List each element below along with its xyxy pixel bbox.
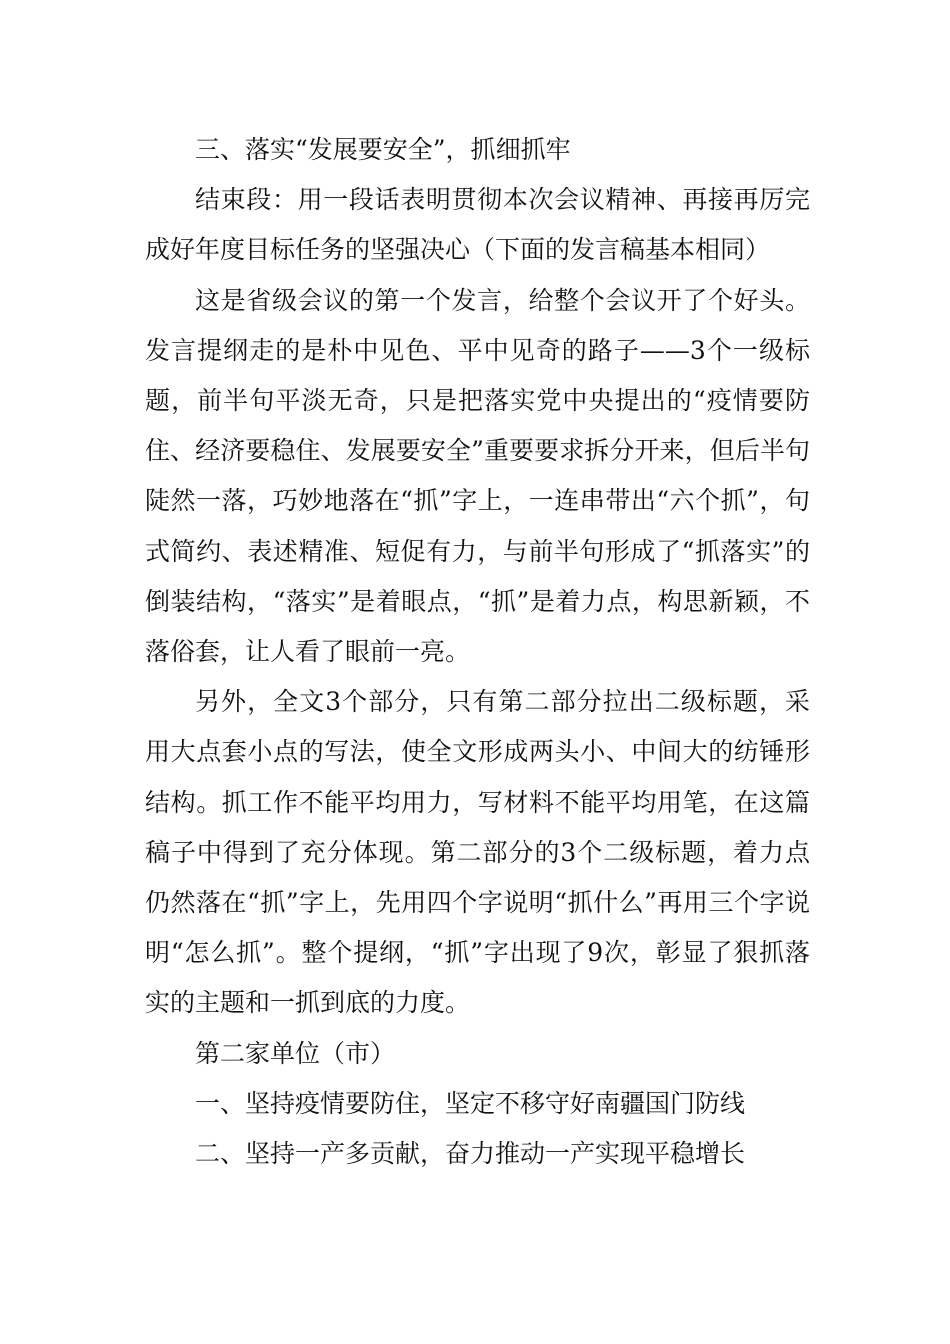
heading-item-one: 一、坚持疫情要防住，坚定不移守好南疆国门防线 [195,1088,746,1118]
commentary-paragraph-2: 另外，全文3个部分，只有第二部分拉出二级标题，采用大点套小点的写法，使全文形成两头小、中间大的纺锤形结构。抓工作不能平均用力，写材料不能平均用笔，在这篇稿子中得到了充分体现。第二部分的3个二级标题，着力点仍然落在“抓”字上，先用四个字说明“抓什么”再用三个字说明“怎么抓”。整个提纲，“抓”字出现了9次，彰显了狠抓落实的主题和一抓到底的力度。 [145,687,810,1018]
closing-paragraph-note: 结束段：用一段话表明贯彻本次会议精神、再接再厉完成好年度目标任务的坚强决心（下面的发言稿基本相同） [145,185,810,265]
heading-part-three: 三、落实“发展要安全”，抓细抓牢 [195,135,571,164]
document-body [145,125,810,1179]
section-title-second-unit: 第二家单位（市） [195,1038,396,1068]
commentary-paragraph-1: 这是省级会议的第一个发言，给整个会议开了个好头。发言提纲走的是朴中见色、平中见奇的路子——3个一级标题，前半句平淡无奇，只是把落实党中央提出的“疫情要防住、经济要稳住、发展要安全”重要要求拆分开来，但后半句陡然一落，巧妙地落在“抓”字上，一连串带出“六个抓”，句式简约、表述精准、短促有力，与前半句形成了“抓落实”的倒装结构，“落实”是着眼点，“抓”是着力点，构思新颖，不落俗套，让人看了眼前一亮。 [145,285,810,667]
heading-item-two: 二、坚持一产多贡献，奋力推动一产实现平稳增长 [195,1139,746,1169]
